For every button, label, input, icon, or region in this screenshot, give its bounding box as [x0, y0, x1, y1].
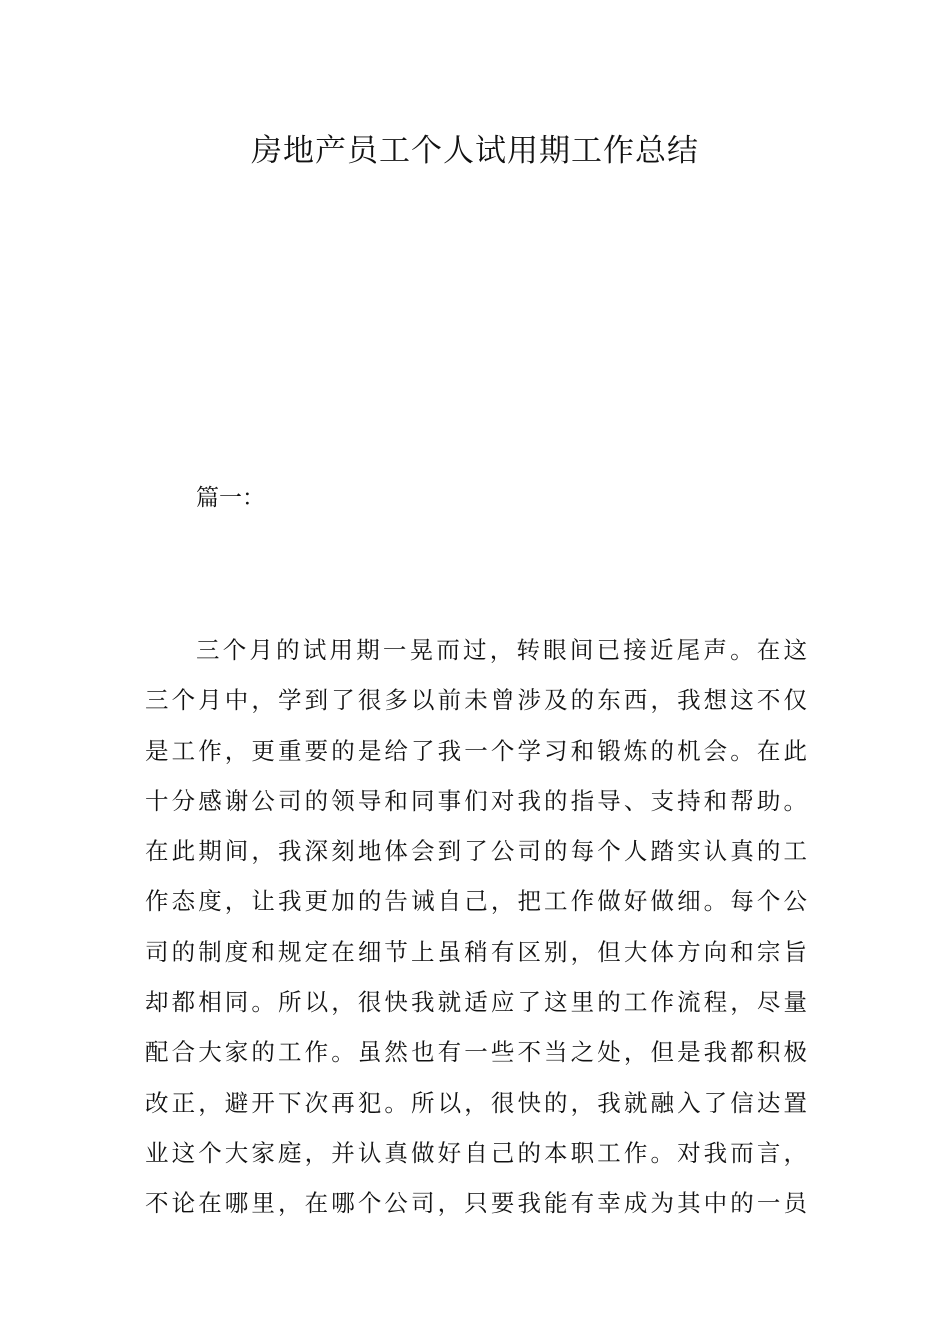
paragraph-line: 改正，避开下次再犯。所以，很快的，我就融入了信达置 — [145, 1088, 807, 1117]
paragraph-line: 三个月中，学到了很多以前未曾涉及的东西，我想这不仅 — [145, 686, 807, 715]
paragraph-line: 作态度，让我更加的告诫自己，把工作做好做细。每个公 — [145, 887, 807, 916]
paragraph-line: 是工作，更重要的是给了我一个学习和锻炼的机会。在此 — [145, 736, 807, 765]
paragraph-line: 不论在哪里，在哪个公司，只要我能有幸成为其中的一员 — [145, 1189, 807, 1218]
document-title: 房地产员工个人试用期工作总结 — [251, 133, 699, 169]
paragraph-line: 业这个大家庭，并认真做好自己的本职工作。对我而言， — [145, 1138, 807, 1167]
section-label: 篇一： — [196, 485, 265, 511]
paragraph-line: 配合大家的工作。虽然也有一些不当之处，但是我都积极 — [145, 1038, 807, 1067]
body-paragraph — [145, 625, 807, 1229]
paragraph-line: 在此期间，我深刻地体会到了公司的每个人踏实认真的工 — [145, 837, 807, 866]
paragraph-line: 却都相同。所以，很快我就适应了这里的工作流程，尽量 — [145, 988, 807, 1017]
paragraph-line: 三个月的试用期一晃而过，转眼间已接近尾声。在这 — [196, 636, 807, 664]
paragraph-line: 司的制度和规定在细节上虽稍有区别，但大体方向和宗旨 — [145, 937, 807, 966]
paragraph-line: 十分感谢公司的领导和同事们对我的指导、支持和帮助。 — [145, 786, 807, 815]
